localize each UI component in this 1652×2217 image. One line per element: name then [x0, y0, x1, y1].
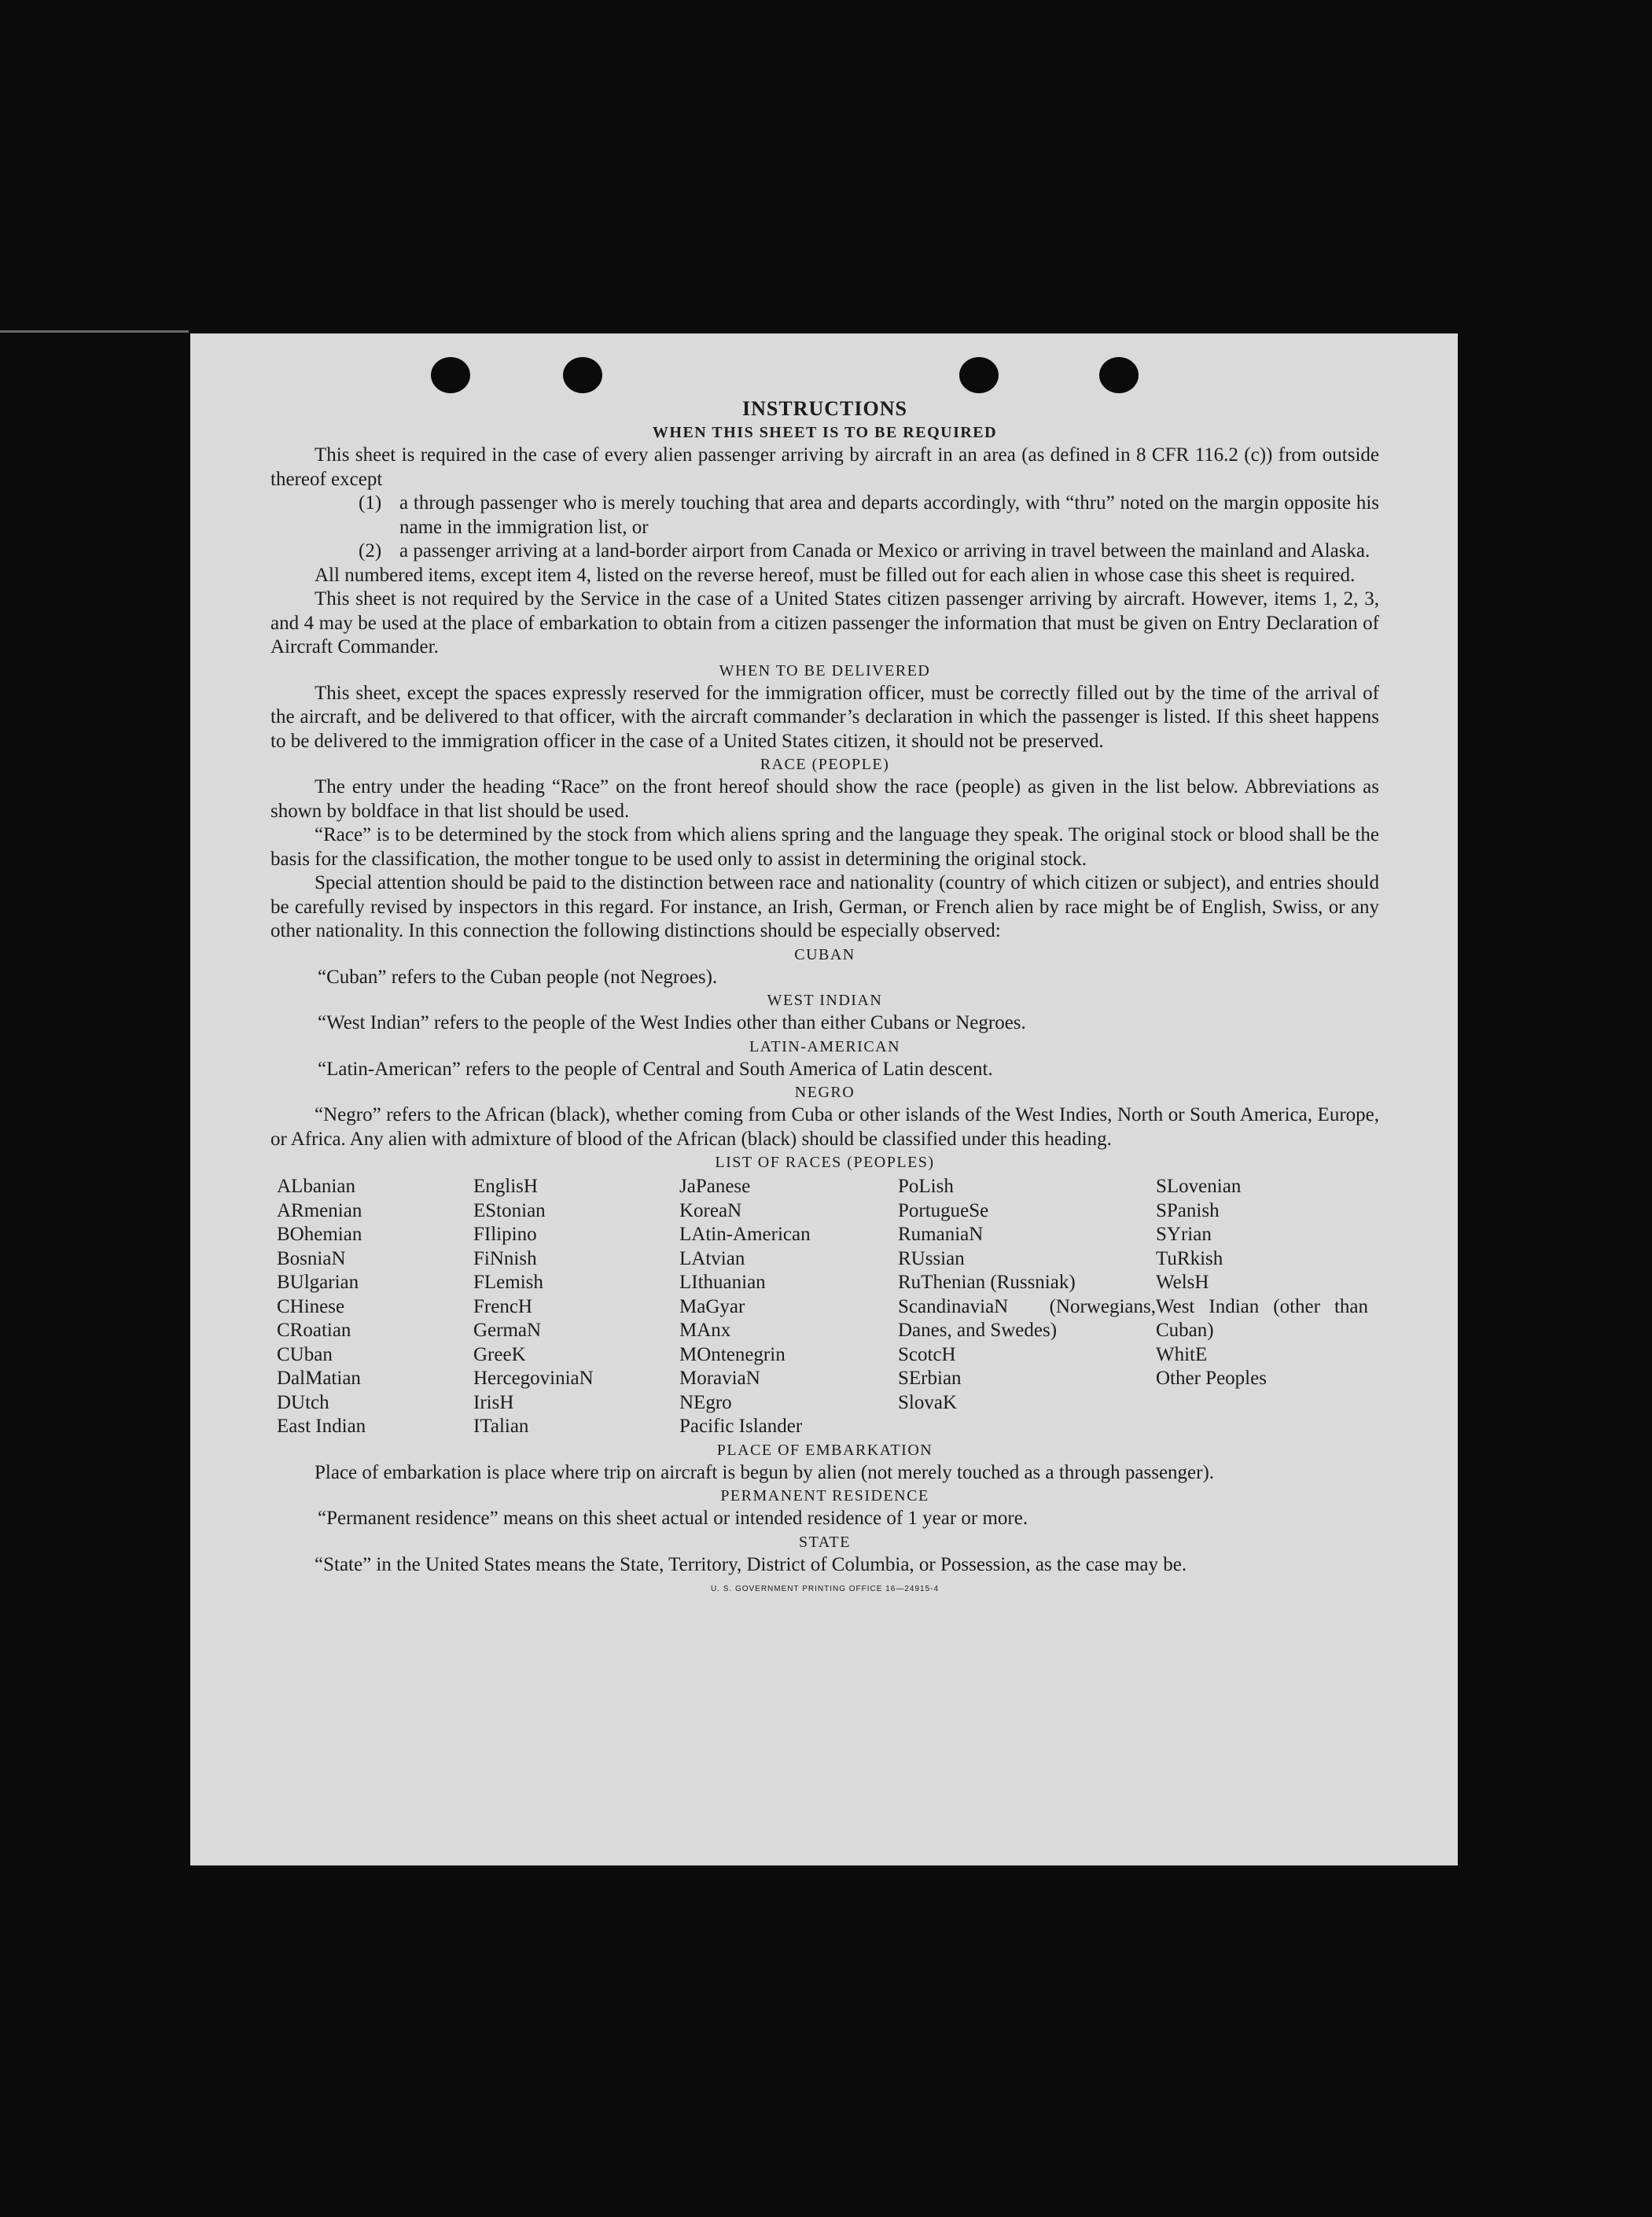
race-entry: SLovenian: [1156, 1176, 1242, 1197]
race-entry-scandinavian: ScandinaviaN (Norwegians, Danes, and Swedes): [898, 1295, 1156, 1341]
heading-when-required: WHEN THIS SHEET IS TO BE REQUIRED: [652, 424, 998, 441]
exception-text: a through passenger who is merely touching that area and departs accordingly, with “thru” noted on the margin opposite his name in the immigration list, or: [399, 492, 1379, 538]
race-entry: LAtvian: [679, 1247, 745, 1269]
races-column-1: [277, 1175, 473, 1439]
numbered-items-paragraph: All numbered items, except item 4, listed on the reverse hereof, must be filled out for each alien in whose case this sheet is required.: [315, 564, 1356, 586]
race-entry: PoLish: [898, 1176, 954, 1197]
race-entry: LIthuanian: [679, 1272, 766, 1293]
race-entry: ARmenian: [277, 1199, 362, 1221]
heading-permanent-residence: PERMANENT RESIDENCE: [720, 1487, 929, 1504]
state-text: “State” in the United States means the State, Territory, District of Columbia, or Possession, as the case may be.: [315, 1553, 1187, 1575]
punch-hole-2: [563, 357, 602, 393]
race-entry: PortugueSe: [898, 1199, 989, 1221]
race-entry: TuRkish: [1156, 1247, 1223, 1269]
race-entry: BosniaN: [277, 1247, 346, 1269]
cuban-text: “Cuban” refers to the Cuban people (not Negroes).: [318, 966, 718, 988]
race-entry: ALbanian: [277, 1176, 355, 1197]
latin-american-text: “Latin-American” refers to the people of Central and South America of Latin descent.: [318, 1058, 993, 1080]
negro-text: “Negro” refers to the African (black), whether coming from Cuba or other islands of the West Indies, North or South America, Europe, or Africa. Any alien with admixture of blood of the African (black) should be classified under this heading.: [270, 1104, 1379, 1150]
residence-text: “Permanent residence” means on this sheet actual or intended residence of 1 year or more.: [318, 1508, 1028, 1529]
race-entry: KoreaN: [679, 1199, 742, 1221]
heading-negro: NEGRO: [794, 1084, 855, 1101]
page-title: INSTRUCTIONS: [742, 397, 907, 420]
scan-edge-line: [0, 330, 189, 333]
race-entry: NEgro: [679, 1391, 732, 1413]
race-entry: FrencH: [473, 1295, 532, 1317]
sheet-content: [270, 396, 1379, 1593]
exception-item: [359, 540, 1379, 564]
race-entry: ScotcH: [898, 1343, 956, 1365]
race-entry: East Indian: [277, 1416, 366, 1437]
race-entry-west-indian: West Indian (other than Cuban): [1156, 1295, 1368, 1341]
exception-number: (1): [359, 492, 382, 514]
heading-list-of-races: LIST OF RACES (PEOPLES): [715, 1154, 935, 1171]
heading-race: RACE (PEOPLE): [760, 756, 890, 773]
punch-hole-3: [959, 357, 999, 393]
race-entry: DUtch: [277, 1391, 329, 1413]
race-entry: Pacific Islander: [679, 1416, 803, 1437]
west-indian-text: “West Indian” refers to the people of the West Indies other than either Cubans or Negroes.: [318, 1012, 1026, 1033]
race-paragraph-3: Special attention should be paid to the distinction between race and nationality (country of which citizen or subject), and entries should be carefully revised by inspectors in this regard. For instance, an Irish, German, or French alien by race might be of English, Swiss, or any other nationality. In this connection the following distinctions should be especially observed:: [270, 872, 1379, 941]
race-entry: MAnx: [679, 1320, 731, 1341]
races-column-4: [898, 1175, 1156, 1439]
race-entry: SPanish: [1156, 1199, 1220, 1221]
race-entry: CUban: [277, 1343, 333, 1365]
race-entry: CRoatian: [277, 1320, 351, 1341]
delivered-paragraph: This sheet, except the spaces expressly reserved for the immigration officer, must be correctly filled out by the time of the arrival of the aircraft, and be delivered to that officer, with the aircraft commander’s declaration in which the passenger is listed. If this sheet happens to be delivered to the immigration officer in the case of a United States citizen, it should not be preserved.: [270, 682, 1379, 752]
race-entry: WhitE: [1156, 1343, 1208, 1365]
races-list: [277, 1175, 1379, 1439]
heading-when-delivered: WHEN TO BE DELIVERED: [719, 661, 931, 679]
race-entry: ITalian: [473, 1416, 529, 1437]
instruction-sheet: [190, 333, 1458, 1865]
exception-item: [359, 492, 1379, 540]
race-entry: MaGyar: [679, 1295, 745, 1317]
race-entry: SlovaK: [898, 1391, 957, 1413]
race-entry: SYrian: [1156, 1224, 1212, 1245]
race-entry: FiNnish: [473, 1247, 537, 1269]
heading-west-indian: WEST INDIAN: [767, 992, 883, 1009]
race-entry: MoraviaN: [679, 1368, 760, 1389]
race-entry: CHinese: [277, 1295, 345, 1317]
heading-embarkation: PLACE OF EMBARKATION: [716, 1441, 933, 1459]
punch-hole-4: [1099, 357, 1139, 393]
race-entry: WelsH: [1156, 1272, 1209, 1293]
race-entry: GreeK: [473, 1343, 526, 1365]
race-entry: MOntenegrin: [679, 1343, 786, 1365]
races-column-5: [1156, 1175, 1368, 1439]
race-paragraph-2: “Race” is to be determined by the stock from which aliens spring and the language they speak. The original stock or blood shall be the basis for the classification, the mother tongue to be used only to assist in determining the original stock.: [270, 824, 1379, 870]
heading-cuban: CUBAN: [794, 945, 855, 963]
required-intro: This sheet is required in the case of every alien passenger arriving by aircraft in an area (as defined in 8 CFR 116.2 (c)) from outside thereof except: [270, 444, 1379, 490]
race-entry: Other Peoples: [1156, 1368, 1267, 1389]
race-entry: FLemish: [473, 1272, 543, 1293]
race-entry: LAtin-American: [679, 1224, 811, 1245]
race-entry: SErbian: [898, 1368, 962, 1389]
race-entry: IrisH: [473, 1391, 514, 1413]
race-entry: JaPanese: [679, 1176, 751, 1197]
race-entry: BUlgarian: [277, 1272, 359, 1293]
race-entry: DalMatian: [277, 1368, 361, 1389]
race-entry: RumaniaN: [898, 1224, 984, 1245]
race-entry: EnglisH: [473, 1176, 538, 1197]
heading-state: STATE: [799, 1533, 851, 1551]
race-paragraph-1: The entry under the heading “Race” on the front hereof should show the race (people) as given in the list below. Abbreviations as shown by boldface in that list should be used.: [270, 776, 1379, 822]
exception-text: a passenger arriving at a land-border airport from Canada or Mexico or arriving in travel between the mainland and Alaska.: [399, 540, 1371, 562]
race-entry: EStonian: [473, 1199, 546, 1221]
race-entry: BOhemian: [277, 1224, 362, 1245]
printing-office-imprint: U. S. GOVERNMENT PRINTING OFFICE 16—24915-4: [710, 1585, 940, 1593]
race-entry: RuThenian (Russniak): [898, 1272, 1076, 1293]
punch-hole-1: [431, 357, 470, 393]
race-entry: FIlipino: [473, 1224, 537, 1245]
race-entry: RUssian: [898, 1247, 965, 1269]
exception-number: (2): [359, 540, 382, 562]
races-column-3: [679, 1175, 898, 1439]
citizen-paragraph: This sheet is not required by the Service in the case of a United States citizen passenger arriving by aircraft. However, items 1, 2, 3, and 4 may be used at the place of embarkation to obtain from a citizen passenger the information that must be given on Entry Declaration of Aircraft Commander.: [270, 588, 1379, 657]
race-entry: HercegoviniaN: [473, 1368, 594, 1389]
race-entry: GermaN: [473, 1320, 542, 1341]
embarkation-text: Place of embarkation is place where trip on aircraft is begun by alien (not merely touched as a through passenger).: [315, 1461, 1215, 1483]
races-column-2: [473, 1175, 679, 1439]
heading-latin-american: LATIN-AMERICAN: [749, 1037, 901, 1055]
